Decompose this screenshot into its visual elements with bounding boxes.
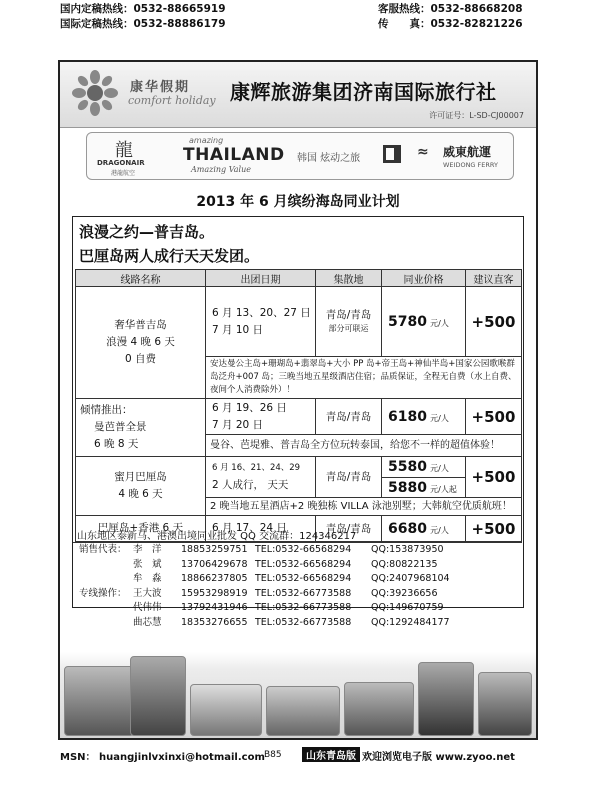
edition-badge: 山东青岛版 (302, 747, 360, 762)
korea-logo: 韩国 炫动之旅 (297, 133, 407, 179)
thailand-logo: amazing THAILAND Amazing Value (183, 136, 285, 174)
route-departure: 青岛/青岛 (316, 516, 382, 542)
island-photo (266, 686, 340, 736)
route-price: 5780 元/人 (382, 287, 466, 357)
route-dates: 6 月 17、24 日 (206, 516, 316, 542)
table-row (76, 457, 522, 498)
ad-frame (58, 60, 538, 740)
banner (60, 62, 536, 128)
palace-photo (478, 672, 532, 736)
partner-logos (86, 132, 514, 180)
table-row (76, 399, 522, 435)
service-hotline: 客服热线：0532-88668208 (378, 3, 523, 15)
col-suggest: 建议直客 (466, 270, 522, 287)
ferry-wave-icon: ≈ (417, 144, 429, 160)
route-dates: 6 月 19、26 日 7 月 20 日 (206, 399, 316, 435)
license-number: 许可证号：L-SD-CJ00007 (429, 111, 524, 120)
list-item: 代伟伟 13792431946 TEL:0532-66773588 QQ:149670759 (133, 602, 444, 614)
brand-en: comfort holiday (128, 94, 216, 107)
website-text: 欢迎浏览电子版 www.zyoo.net (362, 752, 515, 763)
headline-2: 巴厘岛两人成行天天发团。 (79, 247, 260, 265)
routes-table (75, 269, 522, 542)
list-item: 曲芯慧 18353276655 TEL:0532-66773588 QQ:1292484177 (133, 616, 450, 628)
msn-contact: MSN： huangjinlvxinxi@hotmail.com (60, 752, 265, 763)
plan-title: 2013 年 6 月缤纷海岛同业计划 (196, 194, 400, 210)
route-name: 蜜月巴厘岛 4 晚 6 天 (76, 457, 206, 516)
international-hotline: 国际定稿热线：0532-88886179 (60, 18, 226, 30)
page-number: B85 (264, 750, 282, 760)
dragonair-logo: 龍 DRAGONAIR 港龍航空 (95, 133, 159, 179)
col-price: 同业价格 (382, 270, 466, 287)
route-note: 安达曼公主岛+珊瑚岛+翡翠岛+大小 PP 岛+帝王岛+神仙半岛+国家公园歌喉群岛泛舟+007 岛；三晚当地五星级酒店住宿；品质保证，全程无自费（水上自费、夜间个人消费除外）！ (206, 357, 522, 399)
list-item: 销售代表： 李 洋 18853259751 TEL:0532-66568294 QQ:153873950 (79, 544, 444, 555)
temple-photo (64, 666, 134, 736)
headline-1: 浪漫之约—普吉岛。 (79, 223, 215, 241)
route-price: 6180 元/人 (382, 399, 466, 435)
route-suggest: +500 (466, 516, 522, 542)
route-suggest: +500 (466, 287, 522, 357)
pagoda-photo (418, 662, 474, 736)
boat-photo (344, 682, 414, 736)
route-name: 倾情推出： 曼芭普全景 6 晚 8 天 (76, 399, 206, 457)
agency-name: 康辉旅游集团济南国际旅行社 (230, 80, 497, 104)
route-departure: 青岛/青岛 (316, 457, 382, 498)
col-route: 线路名称 (76, 270, 206, 287)
list-item: 牟 淼 18866237805 TEL:0532-66568294 QQ:2407968104 (133, 573, 450, 585)
hotline-left (60, 2, 226, 32)
route-note: 曼谷、芭堤雅、普吉岛全方位玩转泰国，给您不一样的超值体验！ (206, 435, 522, 457)
beach-photo (190, 684, 262, 736)
content-box (72, 216, 524, 628)
route-price: 5580 元/人 5880 元/人起 (382, 457, 466, 498)
weidong-ferry-logo: ≈ 威東航運 WEIDONG FERRY (417, 144, 498, 169)
col-departure: 集散地 (316, 270, 382, 287)
table-header (76, 270, 522, 287)
photo-collage (60, 652, 536, 740)
dragon-icon: 龍 (115, 140, 133, 161)
route-dates: 6 月 16、21、24、29 2 人成行， 天天 (206, 457, 316, 498)
route-departure: 青岛/青岛 (316, 399, 382, 435)
comfort-logo-icon (72, 70, 118, 116)
list-item: 张 斌 13706429678 TEL:0532-66568294 QQ:80822135 (133, 558, 438, 570)
hotline-right (378, 2, 523, 32)
brand-cn: 康华假期 (130, 80, 191, 95)
domestic-hotline: 国内定稿热线：0532-88665919 (60, 3, 226, 15)
fax-number: 传 真：0532-82821226 (378, 18, 523, 30)
route-name: 巴厘岛+香港 6 天 (76, 516, 206, 542)
route-suggest: +500 (466, 399, 522, 435)
route-name: 奢华普吉岛 浪漫 4 晚 6 天 0 自费 (76, 287, 206, 399)
table-row (76, 287, 522, 357)
list-item: 专线操作： 王大波 15953298919 TEL:0532-66773588 QQ:39236656 (79, 587, 438, 599)
route-price: 6680 元/人 (382, 516, 466, 542)
statue-photo (130, 656, 186, 736)
route-note: 2 晚当地五星酒店+2 晚独栋 VILLA 泳池别墅；大韩航空优质航班！ (206, 498, 522, 516)
korea-mark-icon (383, 145, 401, 163)
qq-group-note: 山东地区泰新马、港澳出境同业批发 QQ 交流群：124346217 (77, 531, 357, 542)
contact-list (73, 542, 522, 631)
route-departure: 青岛/青岛 部分可联运 (316, 287, 382, 357)
route-dates: 6 月 13、20、27 日 7 月 10 日 (206, 287, 316, 357)
col-dates: 出团日期 (206, 270, 316, 287)
route-suggest: +500 (466, 457, 522, 498)
